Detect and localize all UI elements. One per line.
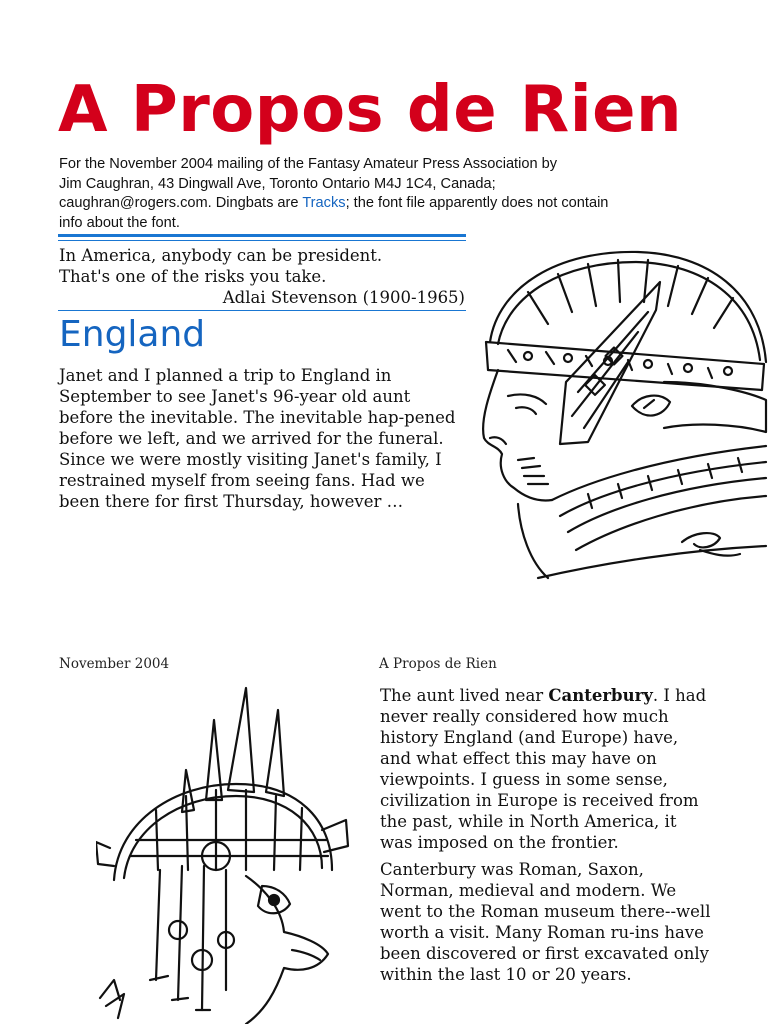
bladed-headdress-creature-icon — [96, 680, 358, 1024]
canterbury-column — [380, 685, 712, 991]
intro-line-1: For the November 2004 mailing of the Fantasy Amateur Press Association by — [59, 156, 558, 172]
quote-line-1: In America, anybody can be president. — [59, 246, 383, 265]
epigraph-quote — [59, 245, 465, 308]
helmeted-warrior-icon — [468, 232, 768, 612]
intro-text — [59, 155, 699, 233]
intro-line-4: info about the font. — [59, 214, 180, 231]
quote-rule-top — [58, 234, 466, 237]
canterbury-para-start: The aunt lived near — [380, 686, 549, 705]
running-head-date: November 2004 — [59, 656, 170, 672]
canterbury-paragraph — [380, 685, 712, 853]
section-heading-england: England — [59, 314, 206, 355]
intro-line-2: Jim Caughran, 43 Dingwall Ave, Toronto Ontario M4J 1C4, Canada; — [59, 175, 496, 192]
intro-tail-1: ; the font file apparently does not contain — [345, 195, 609, 211]
canterbury-para-rest: . I had never really considered how much history England (and Europe) have, and what effect this may have on viewpoints. I guess in some sense, civilization in Europe is received from the past, while in North America, it was imposed on the frontier. — [380, 686, 707, 852]
tracks-link[interactable]: Tracks — [302, 195, 346, 211]
quote-attribution: Adlai Stevenson (1900-1965) — [222, 288, 465, 307]
page-title: A Propos de Rien — [58, 73, 683, 147]
intro-line-3: caughran@rogers.com. Dingbats are — [59, 195, 303, 211]
running-head-title: A Propos de Rien — [379, 656, 497, 672]
quote-rule-top-thin — [58, 240, 466, 241]
roman-museum-paragraph: Canterbury was Roman, Saxon, Norman, medieval and modern. We went to the Roman museum there--well worth a visit. Many Roman ru-ins have been discovered or first excavated only within the last 10 or 20 years. — [380, 860, 711, 984]
england-paragraph — [59, 365, 459, 518]
england-paragraph-text: Janet and I planned a trip to England in September to see Janet's 96-year old aunt before the inevitable. The inevitable hap-pened before we left, and we arrived for the funeral. Since we were mostly visiting Janet's family, I restrained myself from seeing fans. Had we been there for first Thursday, however … — [59, 366, 456, 511]
canterbury-bold: Canterbury — [548, 686, 653, 705]
quote-rule-bottom — [58, 310, 466, 311]
quote-line-2: That's one of the risks you take. — [59, 267, 327, 286]
